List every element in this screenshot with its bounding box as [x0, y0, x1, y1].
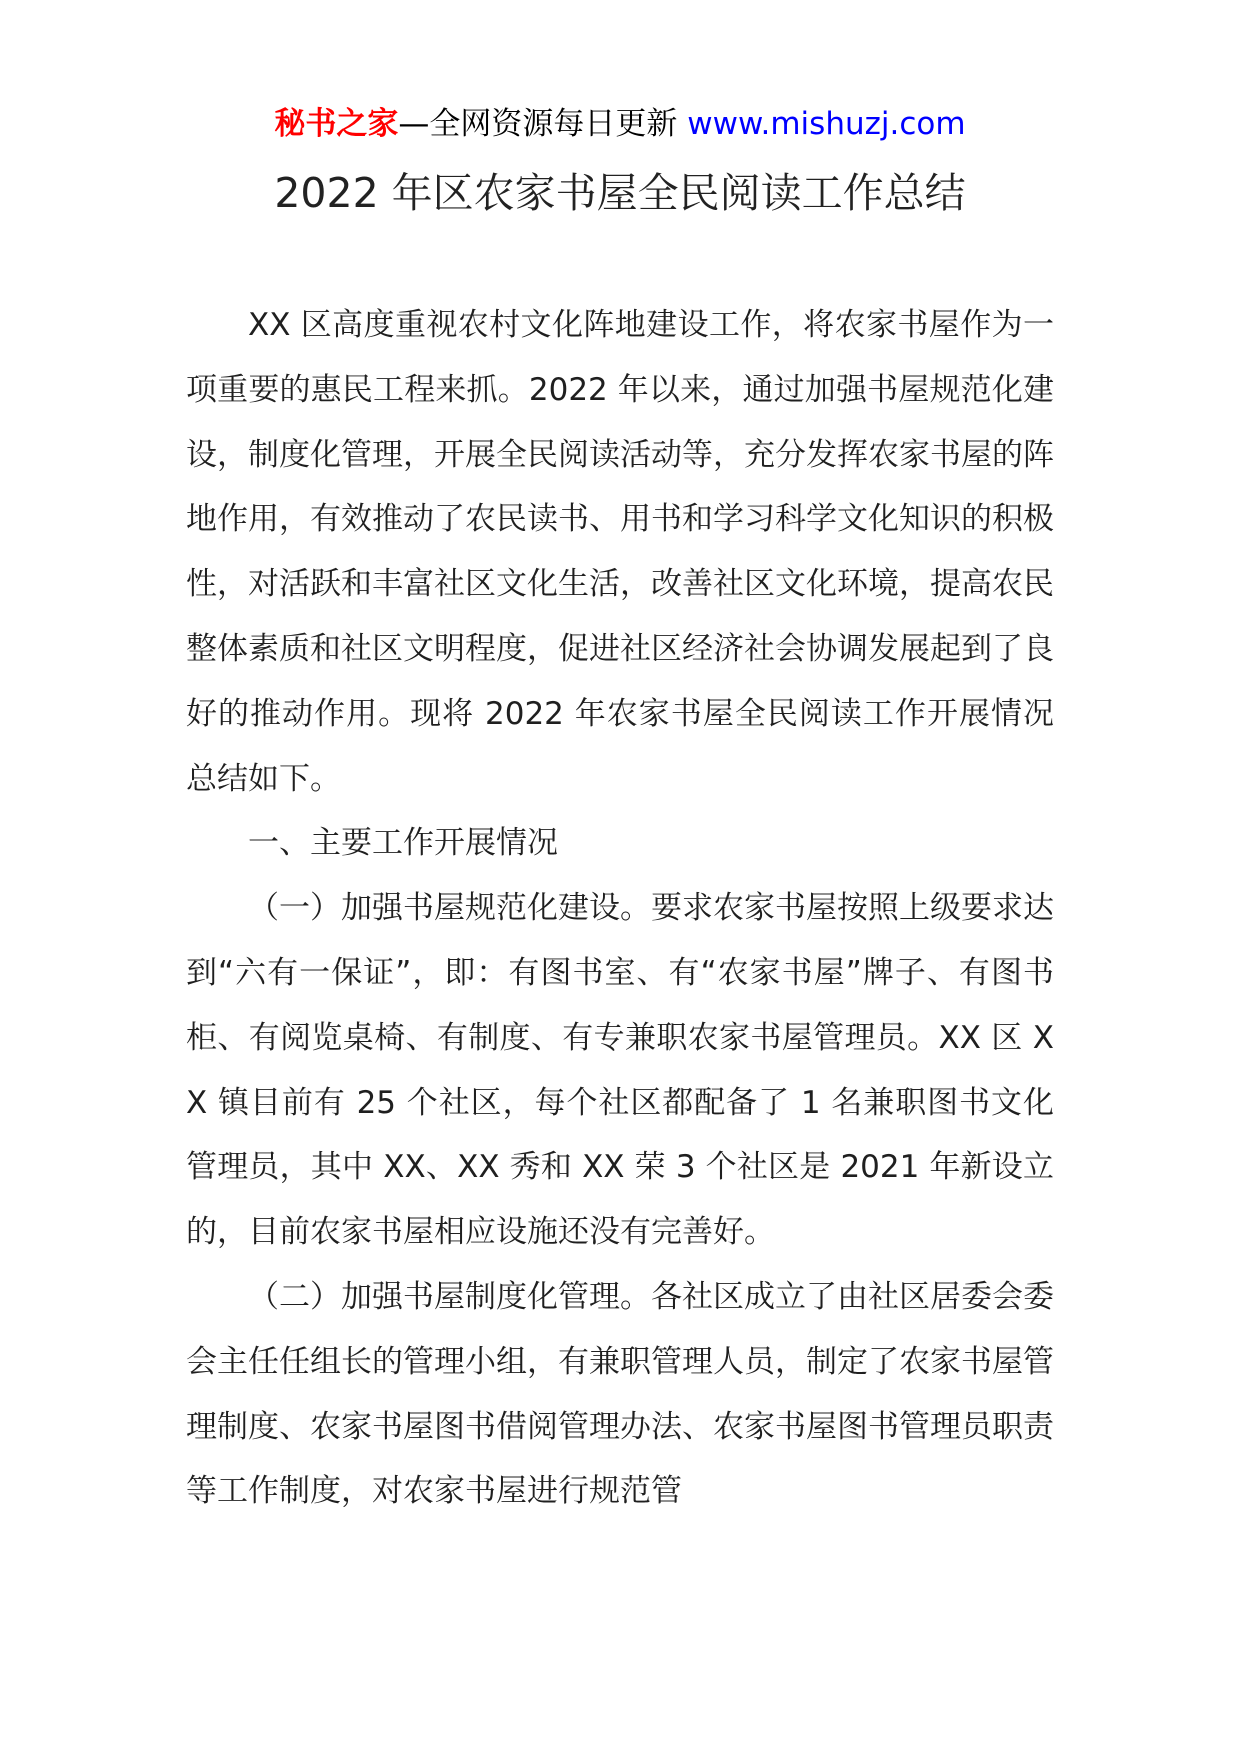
section-heading-1: 一、主要工作开展情况	[248, 825, 558, 862]
paragraph-subsection-1: （一）加强书屋规范化建设。要求农家书屋按照上级要求达到“六有一保证”，即：有图书室、有“农家书屋”牌子、有图书柜、有阅览桌椅、有制度、有专兼职农家书屋管理员。XX 区 XX 镇目前有 25 个社区，每个社区都配备了 1 名兼职图书文化管理员，其中 XX、XX 秀和 XX 荣 3 个社区是 2021 年新设立的，目前农家书屋相应设施还没有完善好。	[186, 890, 1054, 1251]
paragraph-intro: XX 区高度重视农村文化阵地建设工作，将农家书屋作为一项重要的惠民工程来抓。2022 年以来，通过加强书屋规范化建设，制度化管理，开展全民阅读活动等，充分发挥农家书屋的阵地作用，有效推动了农民读书、用书和学习科学文化知识的积极性，对活跃和丰富社区文化生活，改善社区文化环境，提高农民整体素质和社区文明程度，促进社区经济社会协调发展起到了良好的推动作用。现将 2022 年农家书屋全民阅读工作开展情况总结如下。	[186, 307, 1054, 797]
paragraph-subsection-2: （二）加强书屋制度化管理。各社区成立了由社区居委会委会主任任组长的管理小组，有兼职管理人员，制定了农家书屋管理制度、农家书屋图书借阅管理办法、农家书屋图书管理员职责等工作制度，对农家书屋进行规范管	[186, 1278, 1054, 1510]
site-tagline: —全网资源每日更新	[398, 106, 678, 142]
site-url-link[interactable]: www.mishuzj.com	[687, 106, 966, 142]
document-body	[186, 293, 1054, 1524]
site-brand: 秘书之家	[274, 106, 399, 142]
site-header	[0, 103, 1240, 145]
document-title: 2022 年区农家书屋全民阅读工作总结	[274, 169, 966, 217]
